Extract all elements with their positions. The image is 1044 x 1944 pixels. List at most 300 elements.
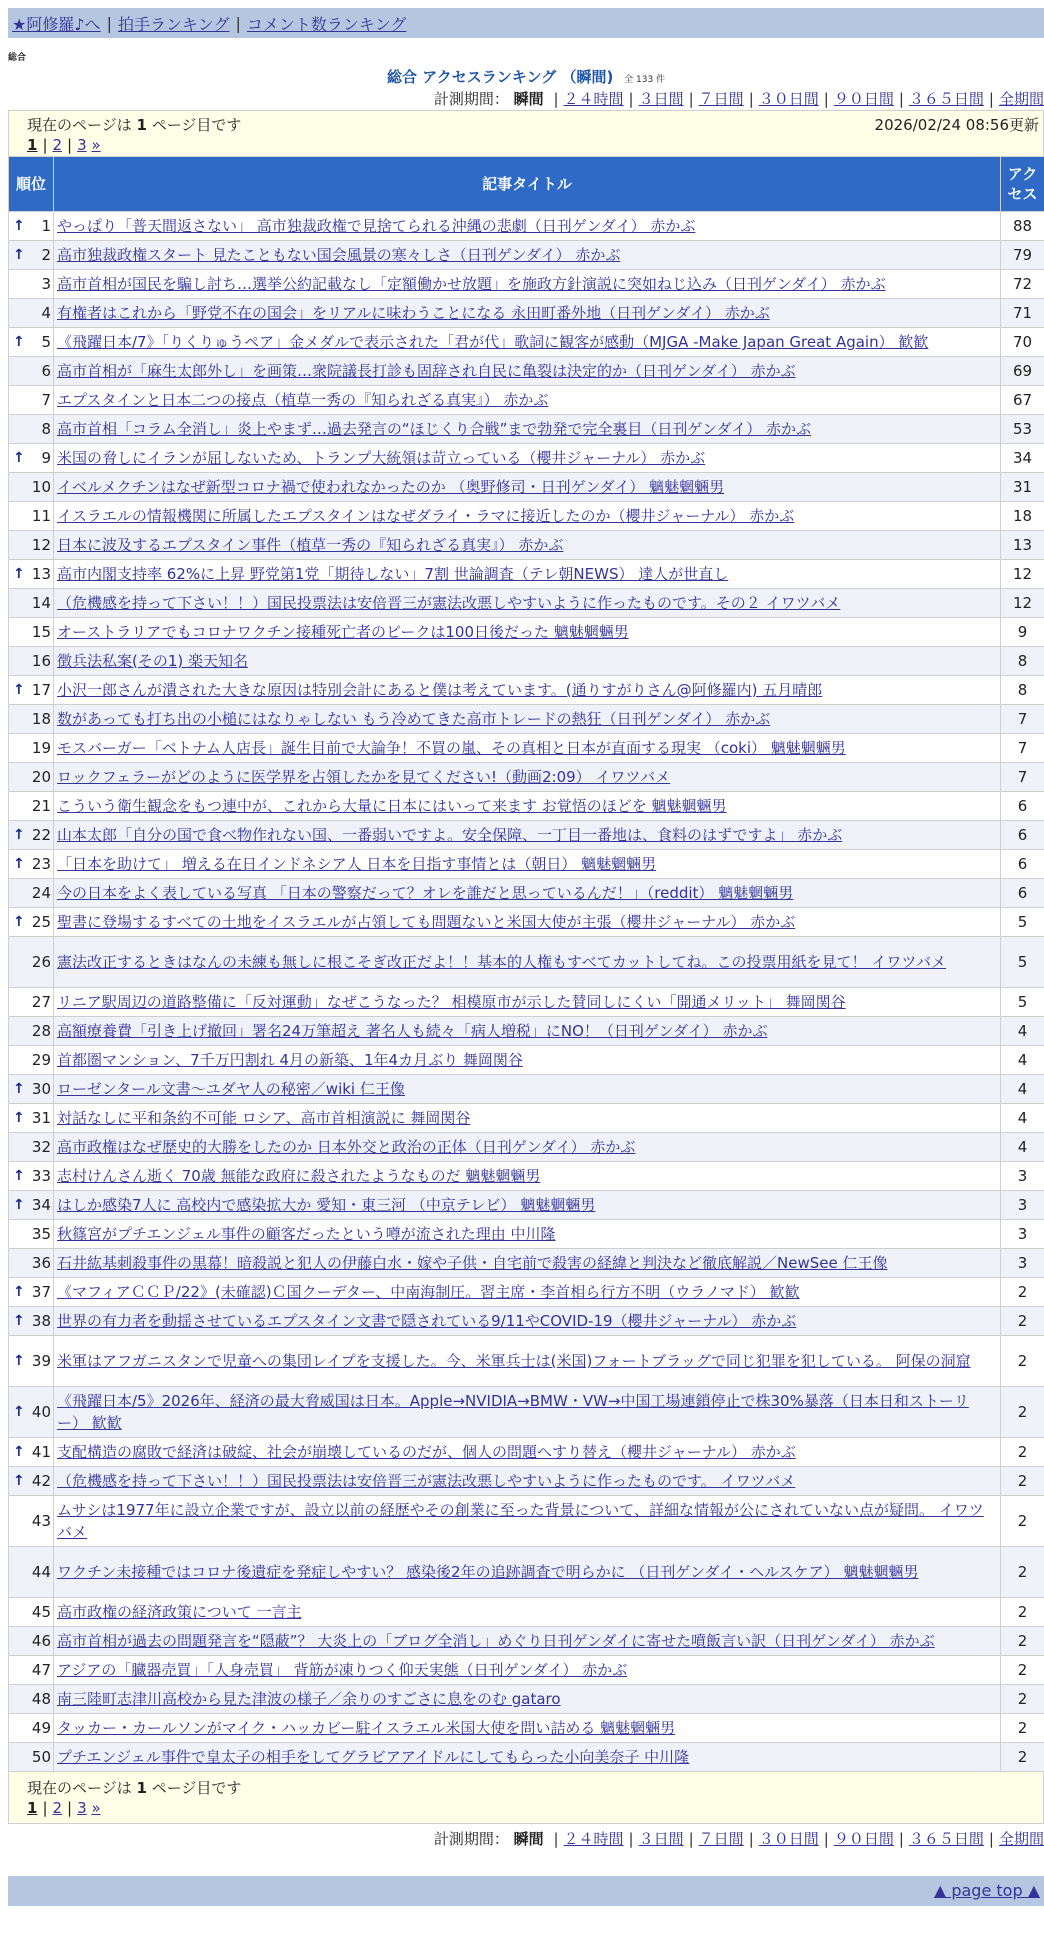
period-separator: | (553, 90, 558, 108)
title-cell (54, 734, 1001, 763)
article-title-link[interactable]: 米軍はアフガニスタンで児童への集団レイプを支援した。今、米軍兵士は(米国)フォートブラッグで同じ犯罪を犯している。 阿保の洞窟 (57, 1352, 971, 1370)
rank-number: 20 (32, 768, 51, 786)
title-cell (54, 1547, 1001, 1598)
access-count: 34 (1001, 444, 1044, 473)
title-cell (54, 270, 1001, 299)
up-arrow-icon: ↑ (13, 1165, 25, 1187)
up-arrow-icon: ↑ (13, 1470, 25, 1492)
title-cell (54, 328, 1001, 357)
article-title-link[interactable]: 憲法改正するときはなんの未練も無しに根こそぎ改正だよ！！基本的人権もすべてカットしてね。この投票用紙を見て！ イワツバメ (57, 953, 946, 971)
pager-next-link[interactable]: » (91, 136, 100, 154)
article-title-link[interactable]: リニア駅周辺の道路整備に「反対運動」なぜこうなった？ 相模原市が示した賛同しにくい「開通メリット」 舞岡関谷 (57, 993, 846, 1011)
rank-cell (9, 763, 54, 792)
period-separator: | (629, 90, 634, 108)
access-count: 6 (1001, 879, 1044, 908)
rank-number: 18 (32, 710, 51, 728)
title-cell (54, 212, 1001, 241)
pager-separator: | (42, 1799, 47, 1817)
pager-current: 1 (27, 1799, 37, 1817)
access-count: 6 (1001, 850, 1044, 879)
period-selector-top (8, 88, 1044, 110)
up-arrow-icon: ↑ (13, 679, 25, 701)
rank-number: 42 (32, 1472, 51, 1490)
rank-cell (9, 1220, 54, 1249)
article-title-link[interactable]: モスバーガー「ベトナム人店長」誕生目前で大論争！不買の嵐、その真相と日本が直面する現実 （coki） 魑魅魍魎男 (57, 739, 846, 757)
pager-link[interactable]: 3 (77, 136, 87, 154)
period-option-link[interactable]: ３０日間 (759, 1830, 819, 1848)
table-row (9, 1336, 1044, 1387)
article-title-link[interactable]: 《飛躍日本/7》「りくりゅうペア」金メダルで表示された「君が代」歌詞に観客が感動（MJGA -Make Japan Great Again） 歓歓 (57, 333, 928, 351)
article-title-link[interactable]: 《マフィアＣＣＰ/22》(未確認)Ｃ国クーデター、中南海制圧。習主席・李首相ら行方不明（ウラノマド） 歓歓 (57, 1283, 800, 1301)
rank-number: 40 (32, 1403, 51, 1421)
access-count: 2 (1001, 1627, 1044, 1656)
title-cell (54, 1307, 1001, 1336)
table-row (9, 1162, 1044, 1191)
access-count: 4 (1001, 1075, 1044, 1104)
table-row (9, 1467, 1044, 1496)
nav-separator: | (107, 14, 112, 33)
article-title-link[interactable]: 米国の脅しにイランが屈しないため、トランプ大統領は苛立っている（櫻井ジャーナル） 赤かぶ (57, 449, 705, 467)
access-count: 2 (1001, 1387, 1044, 1438)
title-cell (54, 1133, 1001, 1162)
title-cell (54, 531, 1001, 560)
table-row (9, 1220, 1044, 1249)
title-cell (54, 1104, 1001, 1133)
period-separator: | (824, 1830, 829, 1848)
article-title-link[interactable]: （危機感を持って下さい！！）国民投票法は安倍晋三が憲法改悪しやすいように作ったものです。その２ イワツバメ (57, 594, 840, 612)
title-cell (54, 241, 1001, 270)
period-option-link[interactable]: ３６５日間 (909, 1830, 984, 1848)
article-title-link[interactable]: エプスタインと日本二つの接点（植草一秀の『知られざる真実』） 赤かぶ (57, 391, 548, 409)
nav-applause-ranking-link[interactable]: 拍手ランキング (118, 12, 230, 35)
title-cell (54, 1714, 1001, 1743)
title-cell (54, 502, 1001, 531)
article-title-link[interactable]: 南三陸町志津川高校から見た津波の様子／余りのすごさに息をのむ gataro (57, 1690, 561, 1708)
article-title-link[interactable]: 《飛躍日本/5》2026年、経済の最大脅威国は日本。Apple→NVIDIA→BMW・VW→中国工場連鎖停止で株30%暴落（日本日和ストーリー） 歓歓 (57, 1392, 969, 1432)
title-cell (54, 763, 1001, 792)
up-arrow-icon: ↑ (13, 1078, 25, 1100)
period-option-link[interactable]: ７日間 (699, 1830, 744, 1848)
title-cell (54, 1249, 1001, 1278)
table-row (9, 647, 1044, 676)
article-title-link[interactable]: やっぱり「普天間返さない」 高市独裁政権で見捨てられる沖縄の悲劇（日刊ゲンダイ） 赤かぶ (57, 217, 695, 235)
rank-number: 14 (32, 594, 51, 612)
rank-number: 34 (32, 1196, 51, 1214)
rank-cell (9, 1627, 54, 1656)
article-title-link[interactable]: 対話なしに平和条約不可能 ロシア、高市首相演説に 舞岡関谷 (57, 1109, 470, 1127)
title-cell (54, 821, 1001, 850)
article-title-link[interactable]: 有権者はこれから「野党不在の国会」をリアルに味わうことになる 永田町番外地（日刊ゲンダイ） 赤かぶ (57, 304, 770, 322)
title-cell (54, 850, 1001, 879)
period-separator: | (689, 90, 694, 108)
access-count: 2 (1001, 1547, 1044, 1598)
article-title-link[interactable]: はしか感染7人に 高校内で感染拡大か 愛知・東三河 （中京テレビ） 魑魅魍魎男 (57, 1196, 595, 1214)
rank-number: 32 (32, 1138, 51, 1156)
table-row (9, 1017, 1044, 1046)
rank-number: 49 (32, 1719, 51, 1737)
rank-cell (9, 270, 54, 299)
title-cell (54, 1685, 1001, 1714)
rank-cell (9, 386, 54, 415)
article-title-link[interactable]: 聖書に登場するすべての土地をイスラエルが占領しても問題ないと米国大使が主張（櫻井ジャーナル） 赤かぶ (57, 913, 795, 931)
table-row (9, 1133, 1044, 1162)
article-title-link[interactable]: オーストラリアでもコロナワクチン接種死亡者のピークは100日後だった 魑魅魍魎男 (57, 623, 629, 641)
period-option-link[interactable]: ３０日間 (759, 90, 819, 108)
rank-number: 31 (32, 1109, 51, 1127)
rank-number: 15 (32, 623, 51, 641)
period-option-link[interactable]: ３６５日間 (909, 90, 984, 108)
ranking-rows (9, 212, 1044, 1772)
rank-cell (9, 1017, 54, 1046)
period-option-link[interactable]: ３日間 (639, 1830, 684, 1848)
rank-number: 35 (32, 1225, 51, 1243)
access-count: 2 (1001, 1336, 1044, 1387)
title-cell (54, 444, 1001, 473)
article-title-link[interactable]: 高市政権の経済政策について 一言主 (57, 1603, 301, 1621)
access-count: 2 (1001, 1307, 1044, 1336)
table-row (9, 1743, 1044, 1772)
table-row (9, 270, 1044, 299)
period-option-link[interactable]: ７日間 (699, 90, 744, 108)
article-title-link[interactable]: 今の日本をよく表している写真 「日本の警察だって？オレを誰だと思っているんだ！」（reddit） 魑魅魍魎男 (57, 884, 793, 902)
rank-cell (9, 908, 54, 937)
period-options (548, 1830, 1044, 1848)
article-title-link[interactable]: 徴兵法私案(その1) 楽天知名 (57, 652, 248, 670)
table-row (9, 502, 1044, 531)
rank-cell (9, 792, 54, 821)
period-label: 計測期間： (434, 1830, 509, 1848)
title-cell (54, 1598, 1001, 1627)
article-title-link[interactable]: 志村けんさん逝く 70歳 無能な政府に殺されたようなものだ 魑魅魍魎男 (57, 1167, 540, 1185)
rank-number: 2 (41, 246, 51, 264)
rank-number: 24 (32, 884, 51, 902)
up-arrow-icon: ↑ (13, 853, 25, 875)
total-count: 全 133 件 (624, 75, 665, 85)
article-title-link[interactable]: ローゼンタール文書～ユダヤ人の秘密／wiki 仁王像 (57, 1080, 405, 1098)
up-arrow-icon: ↑ (13, 1281, 25, 1303)
rank-cell (9, 444, 54, 473)
article-title-link[interactable]: ロックフェラーがどのように医学界を占領したかを見てください!（動画2:09） イワツバメ (57, 768, 670, 786)
pager-separator: | (67, 136, 72, 154)
pager-link[interactable]: 2 (53, 1799, 63, 1817)
rank-number: 29 (32, 1051, 51, 1069)
table-row (9, 821, 1044, 850)
access-count: 67 (1001, 386, 1044, 415)
article-title-link[interactable]: タッカー・カールソンがマイク・ハッカビー駐イスラエル米国大使を問い詰める 魑魅魍魎男 (57, 1719, 675, 1737)
rank-cell (9, 734, 54, 763)
up-arrow-icon: ↑ (13, 911, 25, 933)
access-count: 2 (1001, 1278, 1044, 1307)
rank-cell (9, 589, 54, 618)
table-row (9, 988, 1044, 1017)
period-separator: | (899, 1830, 904, 1848)
period-current: 瞬間 (514, 90, 544, 108)
table-row (9, 1278, 1044, 1307)
rank-cell (9, 1547, 54, 1598)
article-title-link[interactable]: 小沢一郎さんが潰された大きな原因は特別会計にあると僕は考えています。(通りすがりさん@阿修羅内) 五月晴郎 (57, 681, 822, 699)
rank-number: 19 (32, 739, 51, 757)
article-title-link[interactable]: 秋篠宮がプチエンジェル事件の顧客だったという噂が流された理由 中川隆 (57, 1225, 556, 1243)
access-count: 2 (1001, 1496, 1044, 1547)
nav-home-link[interactable]: ★阿修羅♪へ (12, 12, 101, 35)
article-title-link[interactable]: （危機感を持って下さい！！）国民投票法は安倍晋三が憲法改悪しやすいように作ったものです。 イワツバメ (57, 1472, 795, 1490)
period-option-link[interactable]: ２４時間 (564, 1830, 624, 1848)
rank-cell (9, 1685, 54, 1714)
table-row (9, 763, 1044, 792)
title-cell (54, 560, 1001, 589)
page-title: 総合 アクセスランキング （瞬間) (387, 68, 613, 86)
page-top-link[interactable]: ▲ page top ▲ (934, 1881, 1040, 1900)
up-arrow-icon: ↑ (13, 1194, 25, 1216)
up-arrow-icon: ↑ (13, 447, 25, 469)
table-row (9, 1627, 1044, 1656)
table-header-row (9, 157, 1044, 212)
rank-cell (9, 560, 54, 589)
access-count: 71 (1001, 299, 1044, 328)
up-arrow-icon: ↑ (13, 215, 25, 237)
period-option-link[interactable]: ３日間 (639, 90, 684, 108)
pager-current: 1 (27, 136, 37, 154)
table-row (9, 879, 1044, 908)
article-title-link[interactable]: プチエンジェル事件で皇太子の相手をしてグラビアアイドルにしてもらった小向美奈子 中川隆 (57, 1748, 689, 1766)
access-count: 7 (1001, 763, 1044, 792)
rank-cell (9, 1714, 54, 1743)
rank-cell (9, 1438, 54, 1467)
rank-number: 43 (32, 1512, 51, 1530)
table-row (9, 705, 1044, 734)
current-page-text: 現在のページは 1 ページ目です (27, 1778, 241, 1798)
rank-cell (9, 1278, 54, 1307)
table-row (9, 560, 1044, 589)
up-arrow-icon: ↑ (13, 331, 25, 353)
article-title-link[interactable]: 高市首相「コラム全消し」炎上やまず…過去発言の“ほじくり合戦”まで勃発で完全裏目（日刊ゲンダイ） 赤かぶ (57, 420, 811, 438)
access-count: 4 (1001, 1104, 1044, 1133)
table-row (9, 1191, 1044, 1220)
access-count: 79 (1001, 241, 1044, 270)
access-count: 6 (1001, 821, 1044, 850)
article-title-link[interactable]: 日本に波及するエプスタイン事件（植草一秀の『知られざる真実』） 赤かぶ (57, 536, 563, 554)
access-count: 7 (1001, 734, 1044, 763)
footer-bar (8, 1876, 1044, 1906)
page-info-top (8, 110, 1044, 156)
article-title-link[interactable]: こういう衛生観念をもつ連中が、これから大量に日本にはいって来ます お覚悟のほどを 魑魅魍魎男 (57, 797, 727, 815)
pager-top (27, 135, 1039, 155)
article-title-link[interactable]: 「日本を助けて」 増える在日インドネシア人 日本を目指す事情とは（朝日） 魑魅魍魎男 (57, 855, 656, 873)
period-option-link[interactable]: ９０日間 (834, 1830, 894, 1848)
article-title-link[interactable]: 高額療養費「引き上げ撤回」署名24万筆超え 著名人も続々「病人増税」にNO！（日刊ゲンダイ） 赤かぶ (57, 1022, 767, 1040)
rank-number: 38 (32, 1312, 51, 1330)
article-title-link[interactable]: 高市首相が「麻生太郎外し」を画策…衆院議長打診も固辞され自民に亀裂は決定的か（日刊ゲンダイ） 赤かぶ (57, 362, 796, 380)
table-row (9, 908, 1044, 937)
article-title-link[interactable]: 首都圏マンション、7千万円割れ 4月の新築、1年4カ月ぶり 舞岡関谷 (57, 1051, 523, 1069)
article-title-link[interactable]: 高市首相が過去の問題発言を“隠蔽”？ 大炎上の「ブログ全消し」めぐり日刊ゲンダイに寄せた噴飯言い訳（日刊ゲンダイ） 赤かぶ (57, 1632, 935, 1650)
access-count: 2 (1001, 1438, 1044, 1467)
rank-number: 44 (32, 1563, 51, 1581)
article-title-link[interactable]: 世界の有力者を動揺させているエプスタイン文書で隠されている9/11やCOVID-19（櫻井ジャーナル） 赤かぶ (57, 1312, 796, 1330)
rank-cell (9, 647, 54, 676)
rank-cell (9, 1046, 54, 1075)
top-nav (8, 8, 1044, 38)
rank-number: 3 (41, 275, 51, 293)
pager-separator: | (42, 136, 47, 154)
rank-cell (9, 1387, 54, 1438)
title-cell (54, 1017, 1001, 1046)
period-separator: | (553, 1830, 558, 1848)
rank-cell (9, 531, 54, 560)
access-count: 3 (1001, 1162, 1044, 1191)
period-current: 瞬間 (514, 1830, 544, 1848)
pager-link[interactable]: 2 (53, 136, 63, 154)
table-row (9, 328, 1044, 357)
pager-next-link[interactable]: » (91, 1799, 100, 1817)
title-cell (54, 676, 1001, 705)
table-row (9, 212, 1044, 241)
article-title-link[interactable]: イスラエルの情報機関に所属したエプスタインはなぜダライ・ラマに接近したのか（櫻井ジャーナル） 赤かぶ (57, 507, 794, 525)
period-option-link[interactable]: ２４時間 (564, 90, 624, 108)
column-rank: 順位 (9, 157, 54, 212)
access-count: 69 (1001, 357, 1044, 386)
access-count: 3 (1001, 1249, 1044, 1278)
table-row (9, 386, 1044, 415)
access-count: 2 (1001, 1714, 1044, 1743)
period-option-link[interactable]: 全期間 (999, 90, 1044, 108)
table-row (9, 1685, 1044, 1714)
rank-number: 41 (32, 1443, 51, 1461)
pager-separator: | (67, 1799, 72, 1817)
title-cell (54, 1627, 1001, 1656)
nav-separator: | (235, 14, 240, 33)
rank-cell (9, 1496, 54, 1547)
access-count: 2 (1001, 1598, 1044, 1627)
rank-number: 48 (32, 1690, 51, 1708)
article-title-link[interactable]: 高市政権はなぜ歴史的大勝をしたのか 日本外交と政治の正体（日刊ゲンダイ） 赤かぶ (57, 1138, 635, 1156)
article-title-link[interactable]: ワクチン未接種ではコロナ後遺症を発症しやすい？ 感染後2年の追跡調査で明らかに （日刊ゲンダイ・ヘルスケア） 魑魅魍魎男 (57, 1563, 918, 1581)
rank-cell (9, 618, 54, 647)
article-title-link[interactable]: 高市首相が国民を騙し討ち…選挙公約記載なし「定額働かせ放題」を施政方針演説に突如ねじ込み（日刊ゲンダイ） 赤かぶ (57, 275, 886, 293)
rank-number: 11 (32, 507, 51, 525)
rank-number: 6 (41, 362, 51, 380)
title-cell (54, 1046, 1001, 1075)
rank-cell (9, 415, 54, 444)
updated-timestamp: 2026/02/24 08:56更新 (875, 115, 1039, 135)
title-cell (54, 1220, 1001, 1249)
title-cell (54, 386, 1001, 415)
table-row (9, 676, 1044, 705)
page-info-bottom (8, 1772, 1044, 1824)
period-options (548, 90, 1044, 108)
up-arrow-icon: ↑ (13, 563, 25, 585)
title-cell (54, 618, 1001, 647)
access-count: 18 (1001, 502, 1044, 531)
title-cell (54, 1743, 1001, 1772)
table-row (9, 1547, 1044, 1598)
rank-number: 25 (32, 913, 51, 931)
rank-number: 45 (32, 1603, 51, 1621)
access-count: 2 (1001, 1685, 1044, 1714)
rank-cell (9, 850, 54, 879)
table-row (9, 1046, 1044, 1075)
access-count: 4 (1001, 1133, 1044, 1162)
article-title-link[interactable]: 石井紘基刺殺事件の黒幕！暗殺説と犯人の伊藤白水・嫁や子供・自宅前で殺害の経緯と判決など徹底解説／NewSee 仁王像 (57, 1254, 887, 1272)
rank-cell (9, 357, 54, 386)
article-title-link[interactable]: イベルメクチンはなぜ新型コロナ禍で使われなかったのか （奥野修司・日刊ゲンダイ） 魑魅魍魎男 (57, 478, 724, 496)
access-count: 4 (1001, 1046, 1044, 1075)
access-count: 2 (1001, 1656, 1044, 1685)
article-title-link[interactable]: 数があっても打ち出の小槌にはなりゃしない もう冷めてきた高市トレードの熱狂（日刊ゲンダイ） 赤かぶ (57, 710, 770, 728)
title-cell (54, 705, 1001, 734)
table-row (9, 1438, 1044, 1467)
access-count: 72 (1001, 270, 1044, 299)
access-count: 88 (1001, 212, 1044, 241)
access-count: 9 (1001, 618, 1044, 647)
article-title-link[interactable]: ムサシは1977年に設立企業ですが、設立以前の経歴やその創業に至った背景について、詳細な情報が公にされていない点が疑問。 イワツバメ (57, 1501, 984, 1541)
title-cell (54, 357, 1001, 386)
period-option-link[interactable]: 全期間 (999, 1830, 1044, 1848)
table-row (9, 937, 1044, 988)
period-separator: | (689, 1830, 694, 1848)
table-row (9, 1075, 1044, 1104)
rank-number: 16 (32, 652, 51, 670)
rank-number: 12 (32, 536, 51, 554)
table-row (9, 415, 1044, 444)
up-arrow-icon: ↑ (13, 1350, 25, 1372)
title-cell (54, 1336, 1001, 1387)
title-cell (54, 988, 1001, 1017)
rank-number: 4 (41, 304, 51, 322)
pager-bottom (27, 1798, 1039, 1818)
pager-link[interactable]: 3 (77, 1799, 87, 1817)
article-title-link[interactable]: 支配構造の腐敗で経済は破綻、社会が崩壊しているのだが、個人の問題へすり替え（櫻井ジャーナル） 赤かぶ (57, 1443, 796, 1461)
period-separator: | (749, 90, 754, 108)
rank-number: 26 (32, 953, 51, 971)
rank-cell (9, 328, 54, 357)
nav-comment-ranking-link[interactable]: コメント数ランキング (247, 12, 407, 35)
rank-number: 7 (41, 391, 51, 409)
access-count: 4 (1001, 1017, 1044, 1046)
access-count: 5 (1001, 988, 1044, 1017)
access-count: 2 (1001, 1467, 1044, 1496)
article-title-link[interactable]: 山本太郎「自分の国で食べ物作れない国、一番弱いですよ。安全保障、一丁目一番地は、食料のはずですよ」 赤かぶ (57, 826, 842, 844)
table-row (9, 531, 1044, 560)
access-count: 7 (1001, 705, 1044, 734)
access-count: 5 (1001, 937, 1044, 988)
rank-number: 47 (32, 1661, 51, 1679)
current-page-text: 現在のページは 1 ページ目です (27, 115, 241, 135)
rank-cell (9, 212, 54, 241)
rank-cell (9, 705, 54, 734)
title-cell (54, 879, 1001, 908)
rank-cell (9, 1191, 54, 1220)
section-tag: 総合 (8, 50, 1044, 62)
up-arrow-icon: ↑ (13, 1107, 25, 1129)
article-title-link[interactable]: 高市内閣支持率 62%に上昇 野党第1党「期待しない」7割 世論調査（テレ朝NEWS） 達人が世直し (57, 565, 728, 583)
period-label: 計測期間： (434, 90, 509, 108)
period-separator: | (749, 1830, 754, 1848)
access-count: 31 (1001, 473, 1044, 502)
period-option-link[interactable]: ９０日間 (834, 90, 894, 108)
access-count: 2 (1001, 1743, 1044, 1772)
access-count: 6 (1001, 792, 1044, 821)
rank-number: 39 (32, 1352, 51, 1370)
access-count: 12 (1001, 589, 1044, 618)
article-title-link[interactable]: 高市独裁政権スタート 見たこともない国会風景の寒々しさ（日刊ゲンダイ） 赤かぶ (57, 246, 620, 264)
up-arrow-icon: ↑ (13, 1441, 25, 1463)
table-row (9, 1496, 1044, 1547)
title-cell (54, 1496, 1001, 1547)
rank-number: 37 (32, 1283, 51, 1301)
article-title-link[interactable]: アジアの「臓器売買」「人身売買」 背筋が凍りつく仰天実態（日刊ゲンダイ） 赤かぶ (57, 1661, 627, 1679)
table-row (9, 1387, 1044, 1438)
